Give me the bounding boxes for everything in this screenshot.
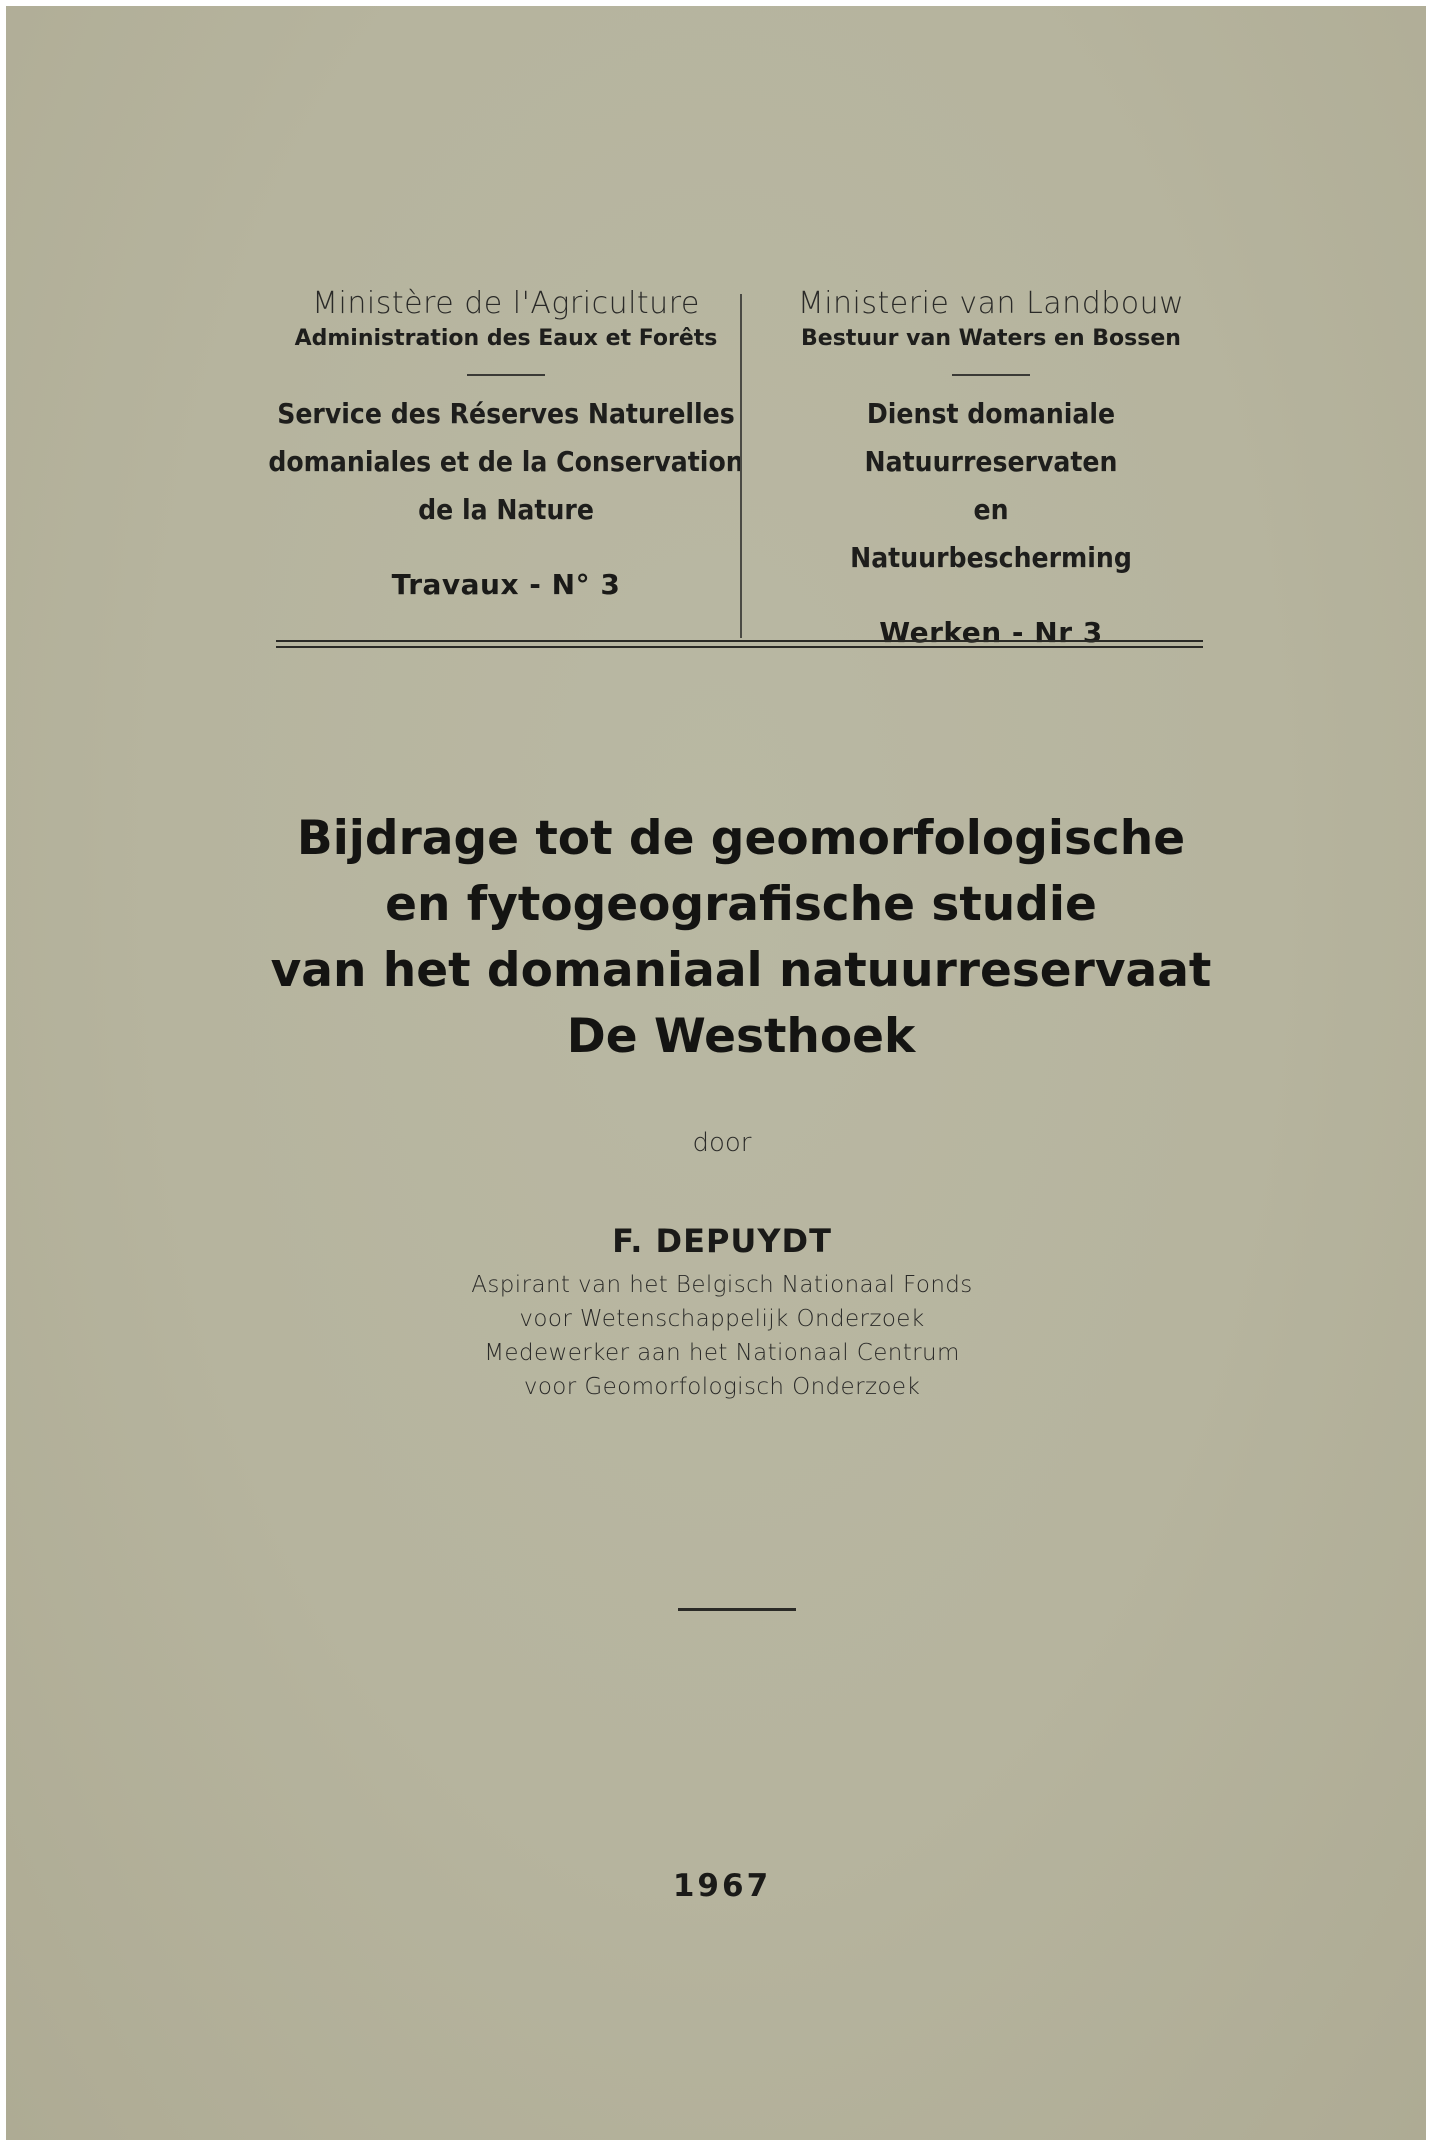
document-title [206, 806, 1276, 1070]
title-line: van het domaniaal natuurreservaat [270, 943, 1212, 998]
service-name-nl [756, 390, 1226, 582]
series-number-fr: Travaux - N° 3 [391, 568, 621, 601]
column-divider [740, 294, 742, 638]
service-line: domaniales et de la Conservation [268, 445, 744, 478]
by-label: door [692, 1128, 752, 1158]
service-name-fr [266, 390, 746, 534]
header-double-rule [276, 640, 1203, 648]
affiliation-line: voor Geomorfologisch Onderzoek [523, 1374, 921, 1400]
publication-year: 1967 [672, 1868, 772, 1904]
french-header [266, 286, 746, 601]
administration-fr: Administration des Eaux et Forêts [294, 326, 718, 351]
title-line: Bijdrage tot de geomorfologische [296, 811, 1186, 866]
affiliation-line: Aspirant van het Belgisch Nationaal Fonds [471, 1272, 973, 1298]
service-line: en [973, 493, 1009, 526]
service-line: Service des Réserves Naturelles [277, 397, 735, 430]
affiliation-line: voor Wetenschappelijk Onderzoek [519, 1306, 925, 1332]
title-line: en fytogeografische studie [385, 877, 1097, 932]
bottom-rule [678, 1608, 796, 1611]
service-line: Dienst domaniale Natuurreservaten [864, 397, 1118, 478]
header-rule-fr [467, 374, 545, 376]
service-line: Natuurbescherming [850, 541, 1132, 574]
title-line: De Westhoek [566, 1009, 916, 1064]
series-number-nl: Werken - Nr 3 [879, 616, 1103, 649]
author-affiliation [6, 1268, 1432, 1404]
service-line: de la Nature [418, 493, 594, 526]
administration-nl: Bestuur van Waters en Bossen [801, 326, 1181, 351]
header-rule-nl [952, 374, 1030, 376]
ministry-name-nl: Ministerie van Landbouw [797, 286, 1185, 321]
ministry-name-fr: Ministère de l'Agriculture [312, 286, 700, 321]
affiliation-line: Medewerker aan het Nationaal Centrum [484, 1340, 960, 1366]
cover-page [6, 6, 1426, 2140]
dutch-header [756, 286, 1226, 649]
author-name: F. DEPUYDT [612, 1222, 832, 1260]
